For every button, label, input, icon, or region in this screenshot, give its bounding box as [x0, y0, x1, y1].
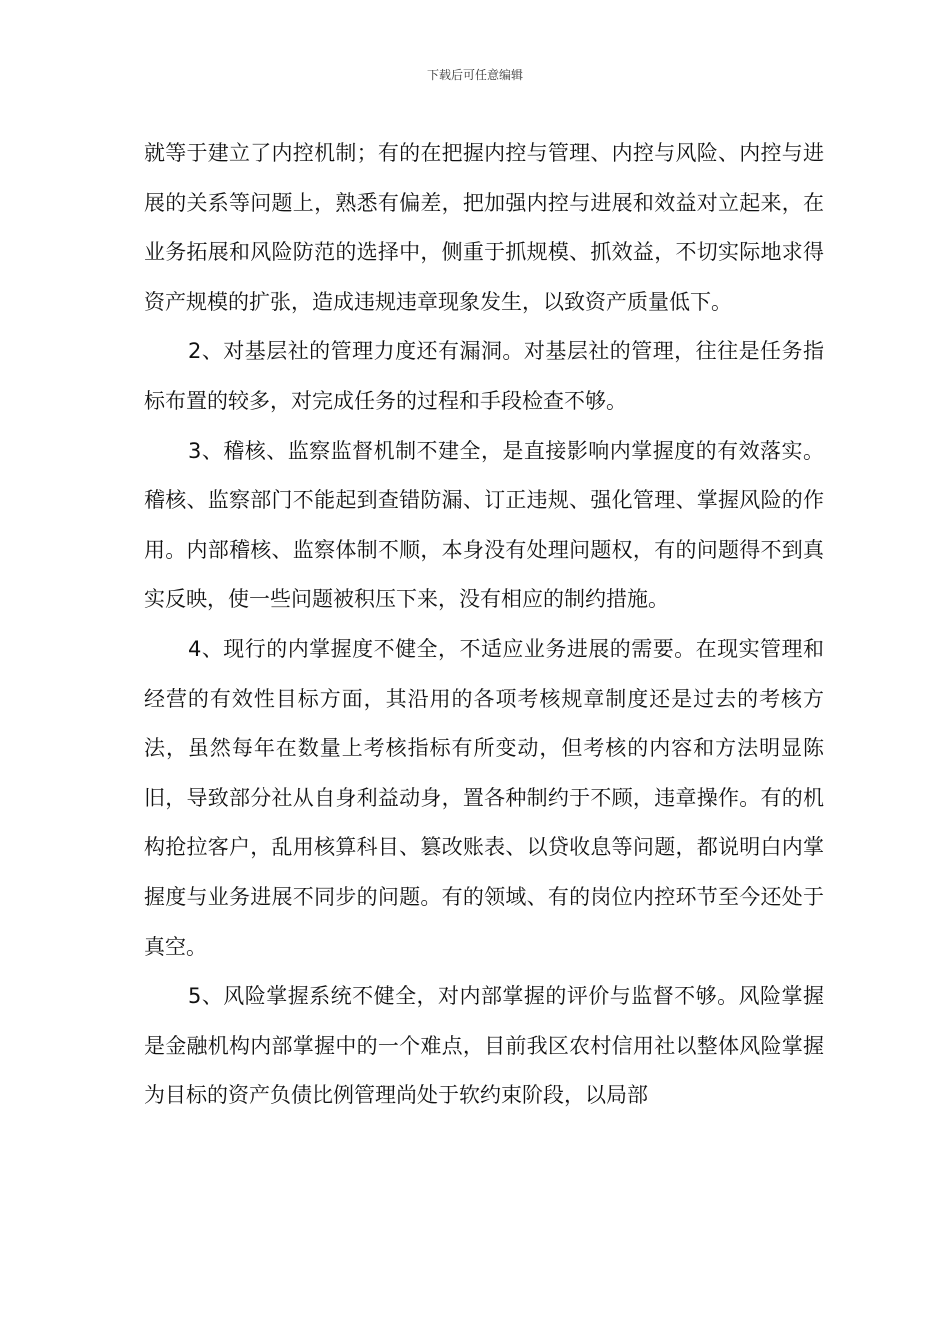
document-body: [144, 129, 824, 1121]
page-header: 下载后可任意编辑: [426, 68, 523, 82]
paragraph-item-5: 5、风险掌握系统不健全，对内部掌握的评价与监督不够。风险掌握是金融机构内部掌握中的一个难点，目前我区农村信用社以整体风险掌握为目标的资产负债比例管理尚处于软约束阶段，以局部: [144, 984, 824, 1108]
paragraph-item-2: 2、对基层社的管理力度还有漏洞。对基层社的管理，往往是任务指标布置的较多，对完成任务的过程和手段检查不够。: [144, 339, 824, 413]
paragraph-item-4: 4、现行的内掌握度不健全，不适应业务进展的需要。在现实管理和经营的有效性目标方面，其沿用的各项考核规章制度还是过去的考核方法，虽然每年在数量上考核指标有所变动，但考核的内容和方法明显陈旧，导致部分社从自身利益动身，置各种制约于不顾，违章操作。有的机构抢拉客户，乱用核算科目、篡改账表、以贷收息等问题，都说明白内掌握度与业务进展不同步的问题。有的领域、有的岗位内控环节至今还处于真空。: [144, 636, 824, 959]
paragraph-continuation: 就等于建立了内控机制；有的在把握内控与管理、内控与风险、内控与进展的关系等问题上，熟悉有偏差，把加强内控与进展和效益对立起来，在业务拓展和风险防范的选择中，侧重于抓规模、抓效益，不切实际地求得资产规模的扩张，造成违规违章现象发生，以致资产质量低下。: [144, 141, 824, 314]
paragraph-item-3: 3、稽核、监察监督机制不建全，是直接影响内掌握度的有效落实。稽核、监察部门不能起到查错防漏、订正违规、强化管理、掌握风险的作用。内部稽核、监察体制不顺，本身没有处理问题权，有的问题得不到真实反映，使一些问题被积压下来，没有相应的制约措施。: [144, 438, 824, 612]
